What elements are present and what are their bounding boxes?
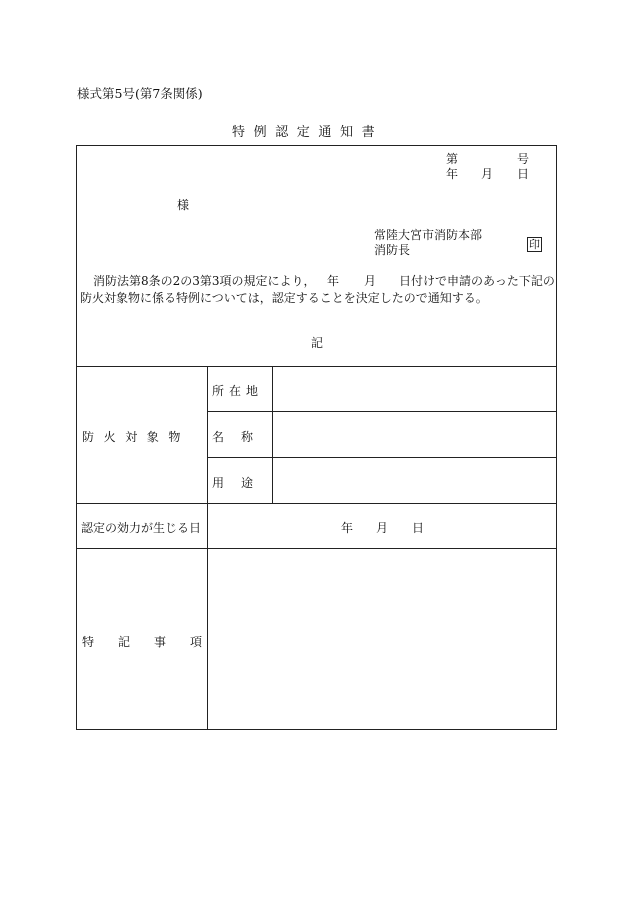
date-day: 日 bbox=[517, 167, 530, 181]
effective-year: 年 bbox=[341, 521, 354, 535]
date-month: 月 bbox=[481, 167, 494, 181]
addressee-suffix: 様 bbox=[177, 198, 190, 212]
divider-effective-notes bbox=[76, 548, 557, 549]
number-suffix: 号 bbox=[517, 152, 530, 166]
use-label: 用途 bbox=[212, 476, 271, 490]
document-title: 特例認定通知書 bbox=[232, 125, 384, 140]
body-line2: 防火対象物に係る特例については，認定することを決定したので通知する。 bbox=[80, 291, 488, 305]
divider-row-2 bbox=[207, 457, 557, 458]
divider-sublabel-column bbox=[272, 366, 273, 503]
body-line1-end: 日付けで申請のあった下記の bbox=[399, 274, 555, 288]
name-label: 名称 bbox=[212, 430, 271, 444]
form-code: 様式第5号(第7条関係) bbox=[77, 86, 203, 101]
effective-month: 月 bbox=[376, 521, 389, 535]
seal-mark: 印 bbox=[529, 238, 540, 251]
divider-property-effective bbox=[76, 503, 557, 504]
location-label: 所在地 bbox=[212, 384, 264, 398]
divider-notice-table bbox=[76, 366, 557, 367]
notes-label: 特記事項 bbox=[82, 635, 227, 649]
date-year: 年 bbox=[446, 167, 459, 181]
body-line1-year: 年 bbox=[327, 274, 340, 288]
divider-row-1 bbox=[207, 411, 557, 412]
issuer-position: 消防長 bbox=[374, 243, 411, 257]
issuer-organization: 常陸大宮市消防本部 bbox=[374, 228, 483, 242]
body-line1-start: 消防法第8条の2の3第3項の規定により， bbox=[93, 274, 316, 288]
body-line1-month: 月 bbox=[364, 274, 377, 288]
property-label: 防火対象物 bbox=[82, 430, 191, 444]
number-prefix: 第 bbox=[446, 152, 459, 166]
effective-date-label: 認定の効力が生じる日 bbox=[81, 521, 202, 535]
divider-label-column bbox=[207, 366, 208, 730]
ki-heading: 記 bbox=[311, 336, 324, 350]
effective-day: 日 bbox=[412, 521, 425, 535]
